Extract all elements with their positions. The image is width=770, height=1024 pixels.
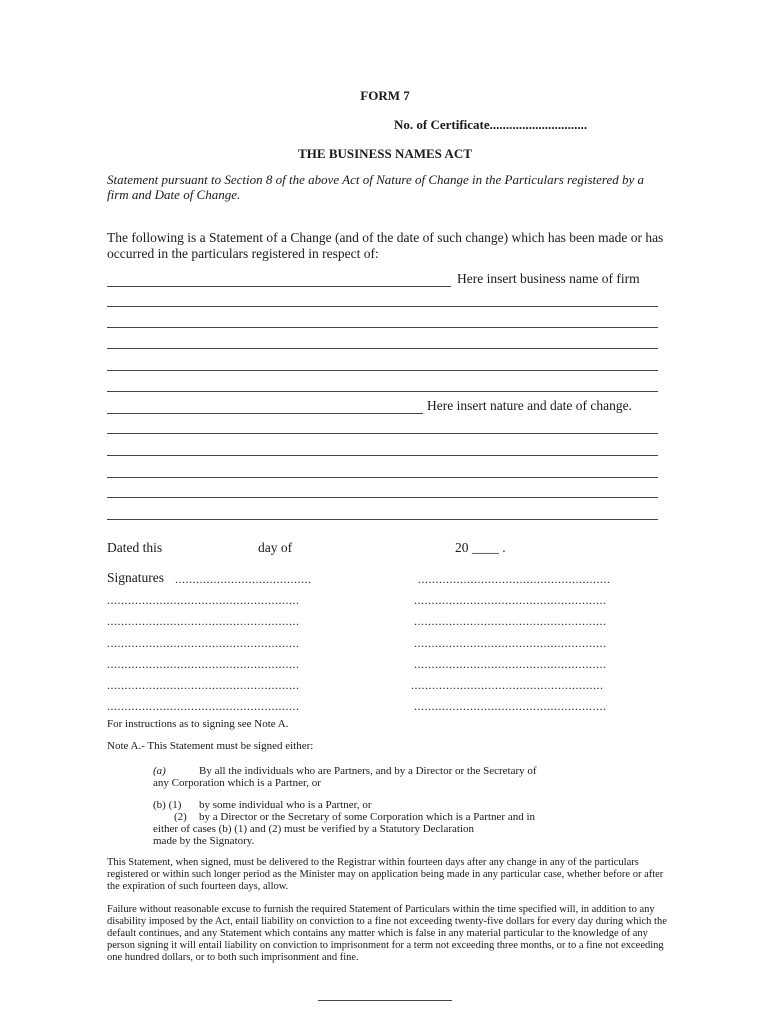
nature-change-line-6[interactable] [107, 519, 658, 520]
signature-line-left-5[interactable]: ....................................................... [107, 657, 300, 671]
business-name-line-6[interactable] [107, 391, 658, 392]
signature-line-right-6[interactable]: ....................................................... [411, 678, 604, 692]
act-title: THE BUSINESS NAMES ACT [298, 146, 472, 161]
business-name-line-5[interactable] [107, 370, 658, 371]
business-name-line-2[interactable] [107, 306, 658, 307]
certificate-number: No. of Certificate.............................. [394, 117, 588, 132]
note-a-marker: (a) [153, 765, 166, 777]
year-field[interactable]: 20 ____ . [455, 540, 506, 555]
delivery-paragraph: This Statement, when signed, must be delivered to the Registrar within fourteen days after any change in any of the particulars registered or within such longer period as the Minister may on application being made in any particular case, whether before or after the expiration of such fourteen days, allow. [107, 857, 664, 892]
note-b-line-4: made by the Signatory. [153, 835, 255, 847]
dated-this-label: Dated this [107, 540, 163, 555]
signatures-label: Signatures [107, 570, 164, 585]
footer-divider [318, 1000, 452, 1001]
nature-change-line[interactable] [107, 413, 423, 414]
nature-change-label: Here insert nature and date of change. [427, 398, 633, 413]
business-name-line-4[interactable] [107, 348, 658, 349]
signature-line-left-4[interactable]: ....................................................... [107, 636, 300, 650]
note-b2-marker: (2) [174, 811, 187, 823]
signature-line-left-6[interactable]: ....................................................... [107, 678, 300, 692]
signature-line-left-1[interactable]: ....................................... [175, 572, 312, 586]
signing-instructions: For instructions as to signing see Note A. [107, 718, 289, 730]
signature-line-right-1[interactable]: ....................................................... [418, 572, 611, 586]
signature-line-right-4[interactable]: ....................................................... [414, 636, 607, 650]
note-a-heading: Note A.- This Statement must be signed either: [107, 740, 314, 752]
business-name-label: Here insert business name of firm [457, 271, 640, 286]
signature-line-right-7[interactable]: ....................................................... [414, 699, 607, 713]
note-b-marker: (b) (1) [153, 799, 182, 811]
note-b1-text: by some individual who is a Partner, or [199, 799, 372, 811]
statement-intro: Statement pursuant to Section 8 of the above Act of Nature of Change in the Particulars registered by a firm and Date of Change. [107, 172, 645, 202]
signature-line-left-3[interactable]: ....................................................... [107, 614, 300, 628]
signature-line-left-7[interactable]: ....................................................... [107, 699, 300, 713]
signature-line-right-2[interactable]: ....................................................... [414, 593, 607, 607]
nature-change-line-4[interactable] [107, 477, 658, 478]
signature-line-right-5[interactable]: ....................................................... [414, 657, 607, 671]
nature-change-line-3[interactable] [107, 455, 658, 456]
note-b-line-3: either of cases (b) (1) and (2) must be verified by a Statutory Declaration [153, 823, 475, 835]
signature-line-right-3[interactable]: ....................................................... [414, 614, 607, 628]
signature-line-left-2[interactable]: ....................................................... [107, 593, 300, 607]
failure-paragraph: Failure without reasonable excuse to furnish the required Statement of Particulars within the time specified will, in addition to any disability imposed by the Act, entail liability on conviction to a fine not exceeding twenty-five dollars for every day during which the default continues, and any Statement which contains any matter which is false in any material particular to the knowledge of any person signing it will entail liability on conviction to imprisonment for a term not exceeding three months, or to a fine not exceeding one hundred dollars, or to both such imprisonment and fine. [107, 904, 667, 963]
business-name-line-3[interactable] [107, 327, 658, 328]
nature-change-line-5[interactable] [107, 497, 658, 498]
note-a-line-2: any Corporation which is a Partner, or [153, 777, 321, 789]
note-a-line-1: By all the individuals who are Partners, and by a Director or the Secretary of [199, 765, 537, 777]
form-number: FORM 7 [360, 88, 410, 103]
nature-change-line-2[interactable] [107, 433, 658, 434]
note-b2-text: by a Director or the Secretary of some Corporation which is a Partner and in [199, 811, 536, 823]
following-statement: The following is a Statement of a Change (and of the date of such change) which has been made or has occurred in the particulars registered in respect of: [107, 230, 664, 261]
day-of-label: day of [258, 540, 293, 555]
business-name-line[interactable] [107, 286, 451, 287]
